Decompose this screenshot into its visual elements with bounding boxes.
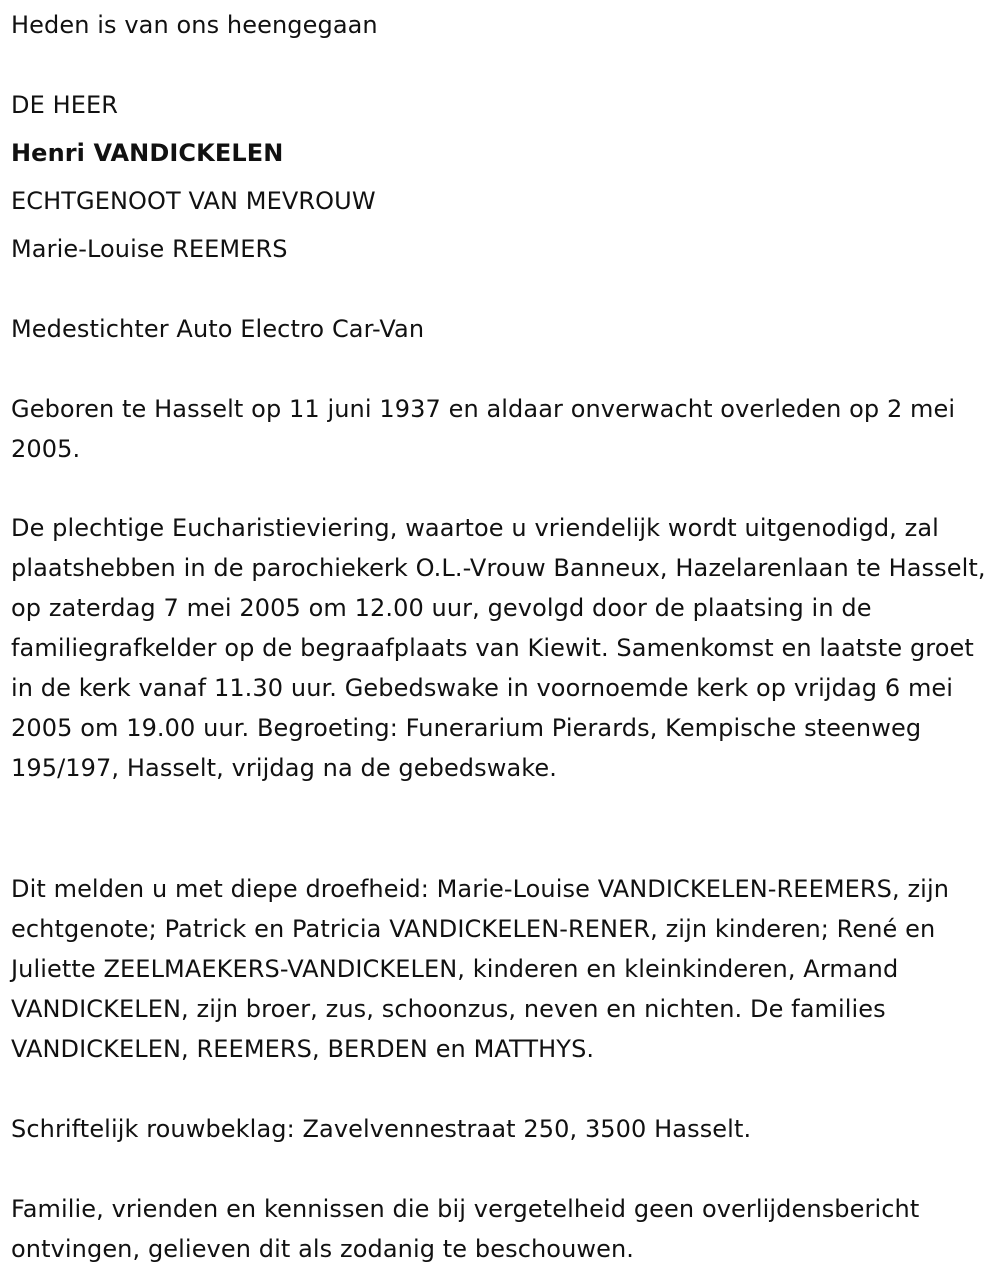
title-text: DE HEER (11, 91, 119, 119)
spouse-name: Marie-Louise REEMERS (11, 235, 288, 263)
family-paragraph: Dit melden u met diepe droefheid: Marie-Louise VANDICKELEN-REEMERS, zijn echtgenote; Patrick en Patricia VANDICKELEN-RENER, zijn kinderen; René en Juliette ZEELMAEKERS-VANDICKELEN, kinderen en kleinkinderen, Armand VANDICKELEN, zijn broer, zus, schoonzus, neven en nichten. De families VANDICKELEN, REEMERS, BERDEN en MATTHYS. (11, 875, 950, 1063)
spouse-label: ECHTGENOOT VAN MEVROUW (11, 187, 376, 215)
closing-paragraph: Familie, vrienden en kennissen die bij vergetelheid geen overlijdensbericht ontvingen, gelieven dit als zodanig te beschouwen. (11, 1195, 920, 1263)
deceased-name: Henri VANDICKELEN (11, 139, 284, 167)
birth-death-paragraph: Geboren te Hasselt op 11 juni 1937 en aldaar onverwacht overleden op 2 mei 2005. (11, 395, 956, 463)
ceremony-paragraph: De plechtige Eucharistieviering, waartoe u vriendelijk wordt uitgenodigd, zal plaatshebben in de parochiekerk O.L.-Vrouw Banneux, Hazelarenlaan te Hasselt, op zaterdag 7 mei 2005 om 12.00 uur, gevolgd door de plaatsing in de familiegrafkelder op de begraafplaats van Kiewit. Samenkomst en laatste groet in de kerk vanaf 11.30 uur. Gebedswake in voornoemde kerk op vrijdag 6 mei 2005 om 19.00 uur. Begroeting: Funerarium Pierards, Kempische steenweg 195/197, Hasselt, vrijdag na de gebedswake. (11, 514, 986, 782)
intro-text: Heden is van ons heengegaan (11, 11, 378, 39)
condolence-paragraph: Schriftelijk rouwbeklag: Zavelvennestraat 250, 3500 Hasselt. (11, 1115, 752, 1143)
occupation-text: Medestichter Auto Electro Car-Van (11, 315, 425, 343)
